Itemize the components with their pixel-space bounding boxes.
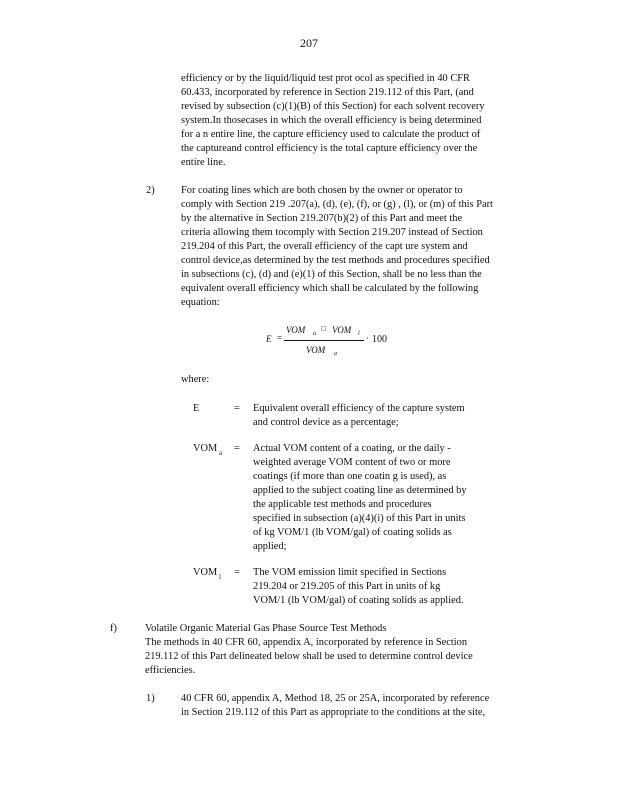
definition-term: E: [193, 403, 200, 414]
text-line: 219.112 of this Part delineated below shall be used to determine control device: [145, 651, 473, 662]
text-line: for a n entire line, the capture efficiency used to calculate the product of: [181, 129, 481, 140]
text-line: 219.204 or 219.205 of this Part in units of kg: [253, 581, 441, 592]
text-line: system.In thosecases in which the overall efficiency is being determined: [181, 115, 482, 126]
definition-equals: =: [234, 443, 240, 454]
text-line: 40 CFR 60, appendix A, Method 18, 25 or 25A, incorporated by reference: [181, 693, 490, 704]
equation-minus: □: [321, 324, 326, 333]
definition-term: VOM: [193, 443, 218, 454]
text-line: equation:: [181, 297, 220, 308]
text-line: in Section 219.112 of this Part as appropriate to the conditions at the site,: [181, 707, 486, 718]
text-line: Actual VOM content of a coating, or the daily -: [253, 443, 451, 454]
text-line: For coating lines which are both chosen by the owner or operator to: [181, 185, 463, 196]
equation-subscript: l: [358, 331, 360, 337]
equation-numerator-b: VOM: [332, 325, 352, 335]
text-line: efficiencies.: [145, 665, 196, 676]
equation-subscript: a: [334, 351, 337, 357]
text-line: The VOM emission limit specified in Sections: [253, 567, 447, 578]
text-line: criteria allowing them tocomply with Section 219.207 instead of Section: [181, 227, 483, 238]
text-line: equivalent overall efficiency which shall be calculated by the following: [181, 283, 479, 294]
text-line: The methods in 40 CFR 60, appendix A, incorporated by reference in Section: [145, 637, 468, 648]
text-line: specified in subsection (a)(4)(i) of this Part in units: [253, 513, 466, 524]
text-line: VOM/1 (lb VOM/gal) of coating solids as applied.: [253, 595, 464, 606]
text-line: 60.433, incorporated by reference in Section 219.112 of this Part, (and: [181, 87, 474, 98]
text-line: coatings (if more than one coatin g is used), as: [253, 471, 447, 482]
equation-times: ·: [366, 333, 369, 343]
definition-subscript: l: [219, 573, 221, 581]
text-line: the applicable test methods and procedures: [253, 499, 432, 510]
text-line: in subsections (c), (d) and (e)(1) of this Section, shall be no less than the: [181, 269, 482, 280]
definition-term: VOM: [193, 567, 218, 578]
equation-subscript: a: [313, 331, 316, 337]
definition-equals: =: [234, 403, 240, 414]
text-line: the captureand control efficiency is the total capture efficiency over the: [181, 143, 478, 154]
equation-denominator: VOM: [306, 345, 326, 355]
text-line: of kg VOM/1 (lb VOM/gal) of coating solids as: [253, 527, 452, 538]
text-line: by the alternative in Section 219.207(b)(2) of this Part and meet the: [181, 213, 463, 224]
text-line: and control device as a percentage;: [253, 417, 399, 428]
text-line: applied to the subject coating line as determined by: [253, 485, 467, 496]
text-line: applied;: [253, 541, 287, 552]
text-line: weighted average VOM content of two or more: [253, 457, 451, 468]
list-marker: f): [110, 623, 117, 634]
equation-equals: =: [277, 333, 283, 343]
definition-subscript: a: [219, 449, 223, 457]
text-line: Equivalent overall efficiency of the capture system: [253, 403, 465, 414]
definition-equals: =: [234, 567, 240, 578]
section-heading: Volatile Organic Material Gas Phase Source Test Methods: [145, 623, 387, 634]
where-label: where:: [181, 374, 210, 385]
equation-factor: 100: [372, 334, 387, 345]
list-marker: 2): [146, 185, 155, 196]
text-line: efficiency or by the liquid/liquid test prot ocol as specified in 40 CFR: [181, 73, 470, 84]
text-line: entire line.: [181, 157, 226, 168]
list-marker: 1): [146, 693, 155, 704]
fraction-bar: [284, 340, 364, 341]
text-line: control device,as determined by the test methods and procedures specified: [181, 255, 490, 266]
text-line: 219.204 of this Part, the overall efficiency of the capt ure system and: [181, 241, 468, 252]
page-number: 207: [300, 36, 318, 50]
text-line: revised by subsection (c)(1)(B) of this Section) for each solvent recovery: [181, 101, 485, 112]
equation-lhs: E: [266, 334, 272, 344]
text-line: comply with Section 219 .207(a), (d), (e), (f), or (g) , (l), or (m) of this Part: [181, 199, 493, 210]
equation-numerator-a: VOM: [286, 325, 306, 335]
